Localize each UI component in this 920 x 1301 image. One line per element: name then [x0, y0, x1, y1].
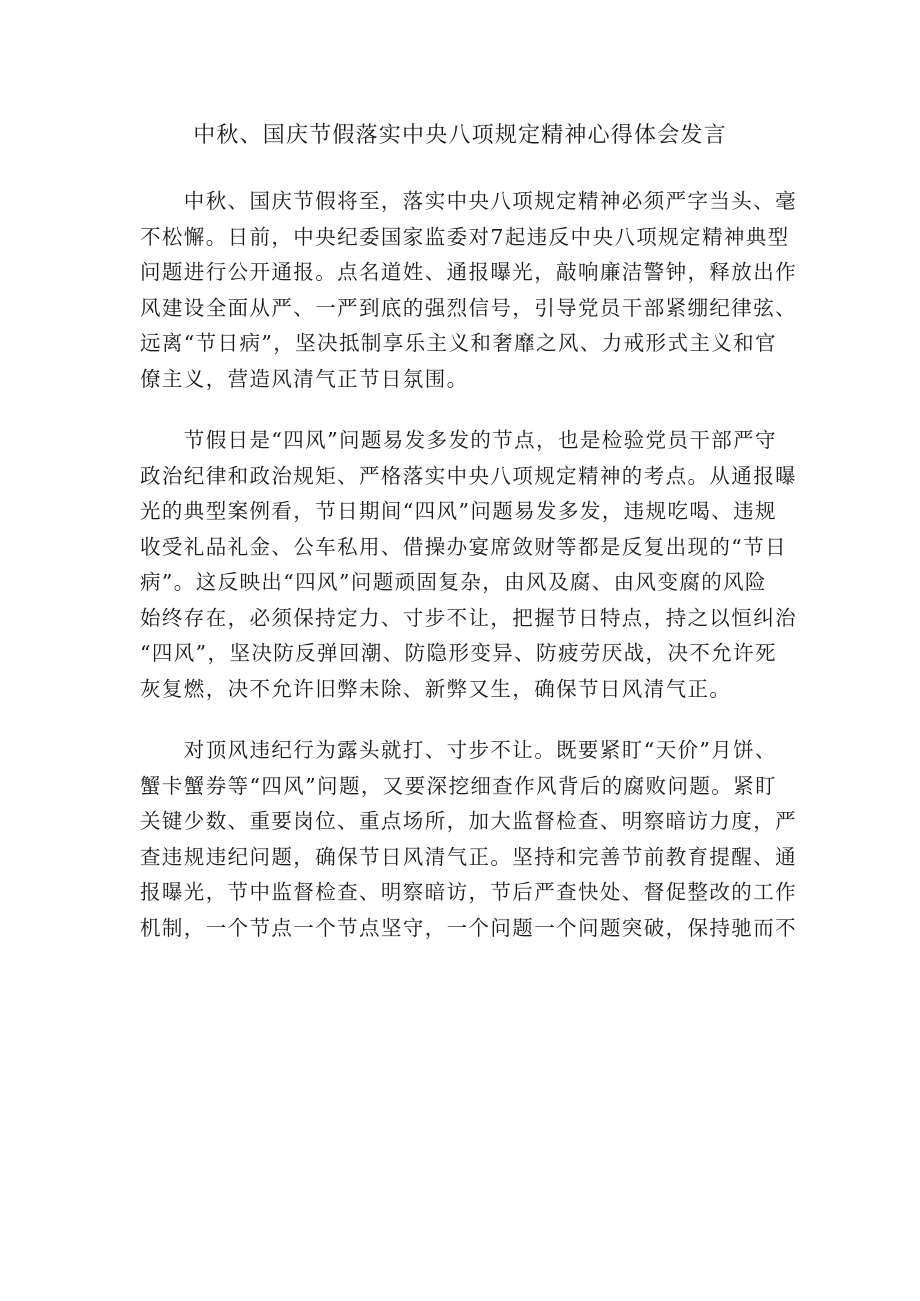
text-line: 光的典型案例看，节日期间“四风”问题易发多发，违规吃喝、违规	[140, 499, 777, 523]
text-line: 关键少数、重要岗位、重点场所，加大监督检查、明察暗访力度，严	[140, 809, 797, 833]
document-body	[140, 184, 797, 946]
text-line: 始终存在，必须保持定力、寸步不让，把握节日特点，持之以恒纠治	[140, 605, 797, 630]
paragraph-1	[140, 184, 797, 397]
text-line: 僚主义，营造风清气正节日氛围。	[140, 366, 469, 391]
text-line: 节假日是“四风”问题易发多发的节点，也是检验党员干部严守	[140, 428, 777, 452]
document-title: 中秋、国庆节假落实中央八项规定精神心得体会发言	[193, 123, 727, 148]
text-line: 问题进行公开通报。点名道姓、通报曝光，敲响廉洁警钟，释放出作	[140, 260, 797, 284]
text-line: 政治纪律和政治规矩、严格落实中央八项规定精神的考点。从通报曝	[140, 463, 797, 488]
text-line: 对顶风违纪行为露头就打、寸步不让。既要紧盯“天价”月饼、	[140, 738, 777, 762]
text-line: 病”。这反映出“四风”问题顽固复杂，由风及腐、由风变腐的风险	[140, 570, 767, 594]
text-line: “四风”，坚决防反弹回潮、防隐形变异、防疲劳厌战，决不允许死	[140, 641, 777, 665]
text-line: 风建设全面从严、一严到底的强烈信号，引导党员干部紧绷纪律弦、	[140, 295, 797, 320]
text-line: 蟹卡蟹券等“四风”问题，又要深挖细查作风背后的腐败问题。紧盯	[140, 773, 777, 798]
text-line: 收受礼品礼金、公车私用、借操办宴席敛财等都是反复出现的“节日	[140, 534, 787, 559]
paragraph-3	[140, 733, 797, 946]
text-line: 机制，一个节点一个节点坚守，一个问题一个问题突破，保持驰而不	[140, 915, 797, 940]
text-line: 中秋、国庆节假将至，落实中央八项规定精神必须严字当头、毫	[140, 189, 797, 213]
paragraph-2	[140, 423, 797, 707]
text-line: 不松懈。日前，中央纪委国家监委对7起违反中央八项规定精神典型	[140, 224, 790, 249]
text-line: 灰复燃，决不允许旧弊未除、新弊又生，确保节日风清气正。	[140, 676, 732, 701]
text-line: 查违规违纪问题，确保节日风清气正。坚持和完善节前教育提醒、通	[140, 844, 797, 869]
text-line: 报曝光，节中监督检查、明察暗访，节后严查快处、督促整改的工作	[140, 880, 797, 904]
text-line: 远离“节日病”，坚决抵制享乐主义和奢靡之风、力戒形式主义和官	[140, 331, 777, 355]
